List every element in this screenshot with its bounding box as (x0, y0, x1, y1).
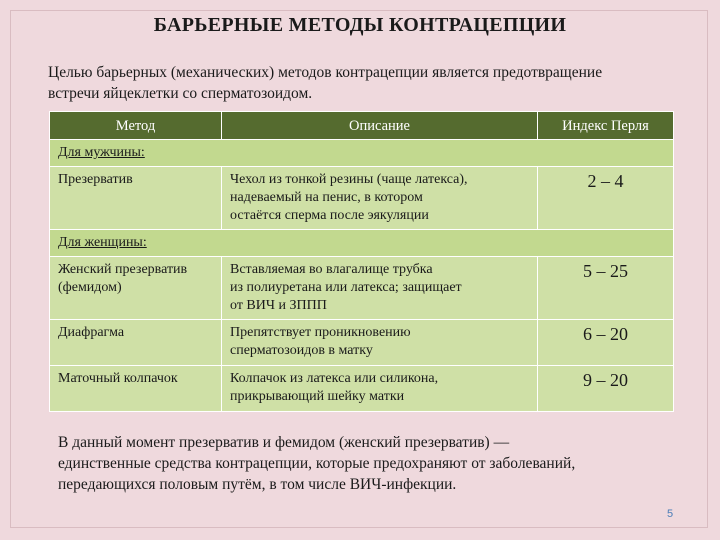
description-line: Колпачок из латекса или силикона, (230, 371, 439, 386)
description-cell (222, 366, 538, 412)
footer-line: единственные средства контрацепции, которые предохраняют от заболеваний, (58, 455, 576, 472)
header-pearl-index: Индекс Перля (538, 112, 674, 140)
method-cell (50, 320, 222, 366)
intro-line: встречи яйцеклетки со сперматозоидом. (48, 85, 313, 102)
description-line: Препятствует проникновению (230, 325, 411, 340)
description-line: остаётся сперма после эякуляции (230, 208, 429, 223)
method-line: Презерватив (58, 172, 133, 187)
description-line: Вставляемая во влагалище трубка (230, 262, 433, 277)
description-line: Чехол из тонкой резины (чаще латекса), (230, 172, 468, 187)
pearl-index-cell: 5 – 25 (538, 257, 674, 320)
intro-text (48, 62, 688, 104)
description-line: сперматозоидов в матку (230, 343, 373, 358)
description-cell (222, 167, 538, 230)
pearl-index-cell: 6 – 20 (538, 320, 674, 366)
header-description: Описание (222, 112, 538, 140)
table-row (50, 257, 674, 320)
description-line: от ВИЧ и ЗППП (230, 298, 327, 313)
description-line: из полиуретана или латекса; защищает (230, 280, 462, 295)
method-cell (50, 167, 222, 230)
description-cell (222, 320, 538, 366)
footer-line: В данный момент презерватив и фемидом (женский презерватив) — (58, 434, 510, 451)
footer-line: передающихся половым путём, в том числе ВИЧ-инфекции. (58, 476, 457, 493)
footer-text (58, 432, 688, 495)
pearl-index-cell: 9 – 20 (538, 366, 674, 412)
method-line: Диафрагма (58, 325, 125, 340)
method-cell (50, 257, 222, 320)
header-method: Метод (50, 112, 222, 140)
description-line: прикрывающий шейку матки (230, 389, 405, 404)
table-header-row (50, 112, 674, 140)
table-row (50, 366, 674, 412)
section-label-women: Для женщины: (50, 230, 674, 257)
method-cell (50, 366, 222, 412)
page-number: 5 (667, 508, 674, 520)
table-row (50, 167, 674, 230)
method-line: Маточный колпачок (58, 371, 178, 386)
pearl-index-cell: 2 – 4 (538, 167, 674, 230)
intro-line: Целью барьерных (механических) методов контрацепции является предотвращение (48, 64, 603, 81)
method-line: Женский презерватив (58, 262, 188, 277)
slide-title: БАРЬЕРНЫЕ МЕТОДЫ КОНТРАЦЕПЦИИ (153, 14, 567, 36)
method-line: (фемидом) (58, 280, 122, 295)
methods-table (49, 111, 674, 412)
table-row (50, 320, 674, 366)
description-line: надеваемый на пенис, в котором (230, 190, 423, 205)
description-cell (222, 257, 538, 320)
section-label-men: Для мужчины: (50, 140, 674, 167)
section-row-men (50, 140, 674, 167)
section-row-women (50, 230, 674, 257)
